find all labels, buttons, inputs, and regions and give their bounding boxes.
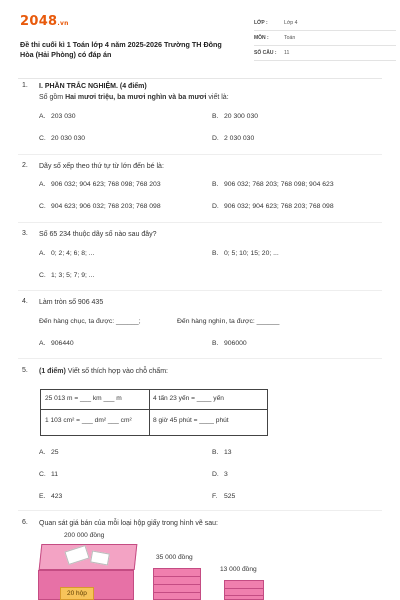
divider <box>18 358 382 359</box>
option-a[interactable] <box>39 181 161 188</box>
option-text: 0; 2; 4; 6; 8; ... <box>51 250 95 257</box>
fill-cell-time: 8 giờ 45 phút = ____ phút <box>153 417 229 424</box>
pack-stripe <box>154 576 200 577</box>
meta-subject-value: Toán <box>284 35 296 41</box>
option-a[interactable] <box>39 113 76 120</box>
pack-stripe <box>154 592 200 593</box>
option-letter: C. <box>39 203 46 210</box>
question-text <box>39 93 379 103</box>
option-letter: C. <box>39 135 46 142</box>
option-a[interactable] <box>39 449 59 456</box>
option-letter: F. <box>212 493 218 500</box>
table-hline <box>41 409 267 410</box>
question-1 <box>22 82 382 152</box>
price-big-box: 200 000 đồng <box>64 532 105 539</box>
divider <box>18 290 382 291</box>
option-letter: A. <box>39 181 46 188</box>
option-text: 25 <box>51 449 59 456</box>
section-title: I. PHẦN TRẮC NGHIỆM. (4 điểm) <box>39 83 147 90</box>
question-2 <box>22 162 382 222</box>
option-letter: B. <box>212 181 219 188</box>
option-a[interactable] <box>39 340 74 347</box>
option-text: 1; 3; 5; 7; 9; ... <box>51 272 95 279</box>
option-c[interactable] <box>39 272 94 279</box>
meta-count-value: 11 <box>284 50 290 56</box>
question-text-pre: Số gồm <box>39 94 66 101</box>
option-f[interactable] <box>212 493 235 500</box>
pack-stripe <box>154 584 200 585</box>
option-letter: B. <box>212 340 219 347</box>
logo-suffix: .vn <box>57 20 69 27</box>
question-number: 6. <box>22 519 28 526</box>
option-text: 906000 <box>224 340 247 347</box>
option-d[interactable] <box>212 471 228 478</box>
question-points: (1 điểm) <box>39 368 66 375</box>
small-pack-stack <box>224 580 264 600</box>
question-4 <box>22 298 382 358</box>
option-text: 906 032; 768 203; 768 098; 904 623 <box>224 181 334 188</box>
header-divider <box>18 78 382 79</box>
divider <box>18 154 382 155</box>
site-logo[interactable] <box>20 14 69 29</box>
meta-subject <box>254 31 396 46</box>
option-text: 904 623; 906 032; 768 203; 768 098 <box>51 203 161 210</box>
price-mid-pack: 35 000 đồng <box>156 554 193 561</box>
option-d[interactable] <box>212 135 254 142</box>
option-e[interactable] <box>39 493 62 500</box>
option-b[interactable] <box>212 340 247 347</box>
option-a[interactable] <box>39 250 94 257</box>
option-letter: B. <box>212 250 219 257</box>
option-text: 906 032; 904 623; 768 098; 768 203 <box>51 181 161 188</box>
option-letter: D. <box>212 135 219 142</box>
option-letter: B. <box>212 449 219 456</box>
meta-count <box>254 46 396 61</box>
option-text: 203 030 <box>51 113 76 120</box>
table-vline <box>149 390 150 435</box>
price-small-pack: 13 000 đồng <box>220 566 257 573</box>
option-c[interactable] <box>39 471 58 478</box>
question-text-bold: Hai mươi triệu, ba mươi nghìn và ba mươi <box>65 94 207 101</box>
option-d[interactable] <box>212 203 334 210</box>
option-text: 13 <box>224 449 232 456</box>
question-text <box>39 367 379 377</box>
fill-cell-length: 25 013 m = ___ km ___ m <box>45 395 122 402</box>
option-c[interactable] <box>39 203 161 210</box>
question-number: 3. <box>22 230 28 237</box>
option-text: 0; 5; 10; 15; 20; ... <box>224 250 279 257</box>
option-letter: C. <box>39 272 46 279</box>
fill-in-table <box>40 389 268 436</box>
question-number: 5. <box>22 367 28 374</box>
fill-cell-mass: 4 tấn 23 yến = ____ yến <box>153 395 224 402</box>
option-letter: E. <box>39 493 46 500</box>
header <box>18 10 382 70</box>
question-text-post: Viết số thích hợp vào chỗ chấm: <box>65 368 168 375</box>
option-text: 2 030 030 <box>224 135 255 142</box>
question-number: 2. <box>22 162 28 169</box>
option-letter: A. <box>39 250 46 257</box>
option-b[interactable] <box>212 113 258 120</box>
option-letter: A. <box>39 449 46 456</box>
option-letter: C. <box>39 471 46 478</box>
question-text: Số 65 234 thuộc dãy số nào sau đây? <box>39 231 157 238</box>
pack-stripe <box>225 595 263 596</box>
question-number: 1. <box>22 82 28 89</box>
option-b[interactable] <box>212 181 334 188</box>
option-text: 525 <box>224 493 236 500</box>
option-letter: D. <box>212 203 219 210</box>
option-c[interactable] <box>39 135 85 142</box>
exam-meta <box>254 16 396 61</box>
option-letter: D. <box>212 471 219 478</box>
logo-main: 2048 <box>20 14 58 29</box>
box-count-tag: 20 hộp <box>60 587 94 600</box>
question-3 <box>22 230 382 290</box>
option-letter: B. <box>212 113 219 120</box>
option-text: 906440 <box>51 340 74 347</box>
meta-class-value: Lớp 4 <box>284 20 298 26</box>
option-text: 423 <box>51 493 63 500</box>
fill-cell-area: 1 103 cm² = ___ dm² ___ cm² <box>45 417 132 424</box>
rounding-tens-prompt: Đến hàng chục, ta được: ______; <box>39 318 141 325</box>
meta-count-key: SỐ CÂU : <box>254 50 277 56</box>
option-text: 11 <box>51 471 59 478</box>
question-text: Quan sát giá bán của mỗi loại hộp giấy trong hình vẽ sau: <box>39 520 219 527</box>
rounding-thousands-prompt: Đến hàng nghìn, ta được: ______ <box>177 318 280 325</box>
mid-pack-stack <box>153 568 201 600</box>
exam-title: Đề thi cuối kì 1 Toán lớp 4 năm 2025-2026 Trường TH Đông Hòa (Hải Phòng) có đáp án <box>20 40 222 59</box>
option-text: 20 300 030 <box>224 113 259 120</box>
paper-box-illustration <box>36 530 356 600</box>
option-letter: A. <box>39 113 46 120</box>
pack-stripe <box>225 588 263 589</box>
question-text-post: viết là: <box>206 94 229 101</box>
option-text: 3 <box>224 471 228 478</box>
question-text: Làm tròn số 906 435 <box>39 299 104 306</box>
meta-subject-key: MÔN : <box>254 35 269 41</box>
question-number: 4. <box>22 298 28 305</box>
meta-class-key: LỚP : <box>254 20 268 26</box>
question-text: Dãy số xếp theo thứ tự từ lớn đến bé là: <box>39 163 164 170</box>
option-text: 20 030 030 <box>51 135 86 142</box>
option-text: 906 032; 904 623; 768 203; 768 098 <box>224 203 334 210</box>
option-b[interactable] <box>212 449 232 456</box>
divider <box>18 510 382 511</box>
question-5 <box>22 367 382 507</box>
meta-class <box>254 16 396 31</box>
option-letter: A. <box>39 340 46 347</box>
divider <box>18 222 382 223</box>
option-b[interactable] <box>212 250 279 257</box>
